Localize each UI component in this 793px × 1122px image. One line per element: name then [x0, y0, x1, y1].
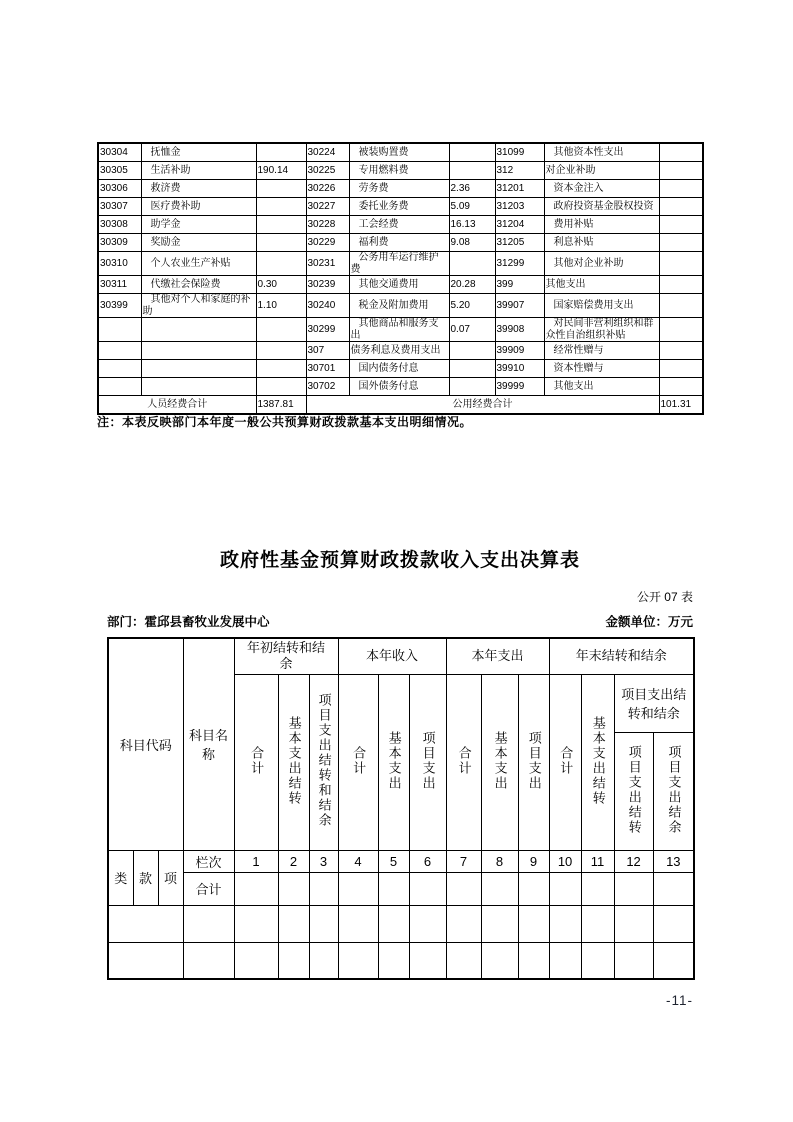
value-cell: 0.07: [449, 318, 495, 342]
value-cell: [659, 162, 703, 180]
group-year-expense: 本年支出: [446, 638, 549, 674]
table1-row: [98, 318, 703, 342]
table1-row: [98, 378, 703, 396]
lanci-number: 5: [378, 850, 409, 872]
code-cell: 30306: [98, 180, 141, 198]
name-cell: 劳务费: [349, 180, 449, 198]
name-cell: 福利费: [349, 234, 449, 252]
name-cell: 其他交通费用: [349, 276, 449, 294]
name-cell: [141, 342, 256, 360]
code-cell: 30308: [98, 216, 141, 234]
name-cell: 代缴社会保险费: [141, 276, 256, 294]
table2-meta-row: [107, 612, 693, 630]
data-cell: [614, 942, 653, 979]
code-cell: 39907: [495, 294, 544, 318]
name-cell: 资本性赠与: [544, 360, 659, 378]
table-number-label: 公开 07 表: [636, 590, 693, 604]
table1-row: [98, 143, 703, 162]
data-cell: [234, 942, 278, 979]
data-cell: [309, 872, 338, 905]
name-cell: 医疗费补助: [141, 198, 256, 216]
value-cell: [659, 378, 703, 396]
data-cell: [446, 905, 481, 942]
group-year-income: 本年收入: [338, 638, 446, 674]
public-funds-total-value: 101.31: [659, 396, 703, 415]
data-cell: [309, 942, 338, 979]
code-cell: 30239: [306, 276, 349, 294]
data-cell: [481, 942, 518, 979]
value-cell: [256, 378, 306, 396]
value-cell: [449, 162, 495, 180]
name-cell: 救济费: [141, 180, 256, 198]
table1-row: [98, 162, 703, 180]
page-number: -11-: [665, 993, 693, 1008]
lanci-number: 1: [234, 850, 278, 872]
code-cell: 30309: [98, 234, 141, 252]
value-cell: [659, 216, 703, 234]
table1-footer-row: [98, 396, 703, 415]
name-cell: [141, 378, 256, 396]
col-header-11: 基本支出结转: [581, 674, 614, 850]
code-cell: [98, 378, 141, 396]
value-cell: 5.20: [449, 294, 495, 318]
basic-expenditure-detail-table: [97, 142, 704, 415]
value-cell: [659, 294, 703, 318]
value-cell: [659, 318, 703, 342]
data-cell: [581, 905, 614, 942]
lanci-number: 6: [409, 850, 446, 872]
code-part-lei: 类: [108, 850, 133, 905]
name-cell: 被装购置费: [349, 143, 449, 162]
code-cell: 30305: [98, 162, 141, 180]
value-cell: 190.14: [256, 162, 306, 180]
code-cell: 30702: [306, 378, 349, 396]
personnel-total-label: 人员经费合计: [98, 396, 256, 415]
lanci-number: 2: [278, 850, 309, 872]
public-funds-total-label: 公用经费合计: [306, 396, 659, 415]
lanci-number: 10: [549, 850, 581, 872]
table1-row: [98, 198, 703, 216]
lanci-number: 8: [481, 850, 518, 872]
name-cell: 公务用车运行维护费: [349, 252, 449, 276]
value-cell: [659, 360, 703, 378]
name-cell: 国内债务付息: [349, 360, 449, 378]
data-cell: [481, 905, 518, 942]
value-cell: 2.36: [449, 180, 495, 198]
code-cell: 30311: [98, 276, 141, 294]
name-cell: 对企业补助: [544, 162, 659, 180]
code-cell: 30399: [98, 294, 141, 318]
row-label: [183, 942, 234, 979]
code-cell: 30307: [98, 198, 141, 216]
code-cell: 30310: [98, 252, 141, 276]
name-cell: 债务利息及费用支出: [349, 342, 449, 360]
name-cell: 经常性赠与: [544, 342, 659, 360]
col-header-3: 项目支出结转和结余: [309, 674, 338, 850]
name-cell: 奖励金: [141, 234, 256, 252]
data-cell: [278, 905, 309, 942]
code-cell: 30228: [306, 216, 349, 234]
subgroup-project-balance: 项目支出结转和结余: [614, 674, 694, 732]
data-cell: [278, 942, 309, 979]
subject-code-header: 科目代码: [108, 638, 183, 850]
data-cell: [309, 905, 338, 942]
empty-row: [108, 905, 694, 942]
data-cell: [481, 872, 518, 905]
code-part-xiang: 项: [158, 850, 183, 905]
col-header-8: 基本支出: [481, 674, 518, 850]
code-cell: 307: [306, 342, 349, 360]
col-header-2: 基本支出结转: [278, 674, 309, 850]
value-cell: [659, 342, 703, 360]
data-cell: [338, 872, 378, 905]
name-cell: 委托业务费: [349, 198, 449, 216]
data-cell: [234, 905, 278, 942]
group-header-row: [108, 638, 694, 674]
data-cell: [446, 942, 481, 979]
value-cell: 0.30: [256, 276, 306, 294]
data-cell: [614, 905, 653, 942]
data-cell: [409, 872, 446, 905]
name-cell: [141, 318, 256, 342]
name-cell: 国家赔偿费用支出: [544, 294, 659, 318]
value-cell: [449, 360, 495, 378]
name-cell: 专用燃料费: [349, 162, 449, 180]
code-cell: [108, 942, 183, 979]
data-cell: [518, 905, 549, 942]
table1-row: [98, 342, 703, 360]
code-cell: 31299: [495, 252, 544, 276]
lanci-label: 栏次: [183, 850, 234, 872]
value-cell: [659, 234, 703, 252]
lanci-number: 3: [309, 850, 338, 872]
value-cell: [449, 252, 495, 276]
value-cell: 16.13: [449, 216, 495, 234]
name-cell: 税金及附加费用: [349, 294, 449, 318]
value-cell: [256, 143, 306, 162]
name-cell: 对民间非营利组织和群众性自治组织补贴: [544, 318, 659, 342]
code-cell: 31099: [495, 143, 544, 162]
code-cell: [98, 360, 141, 378]
col-header-6: 项目支出: [409, 674, 446, 850]
total-row: [108, 872, 694, 905]
code-part-kuan: 款: [133, 850, 158, 905]
lanci-number: 12: [614, 850, 653, 872]
code-cell: 30299: [306, 318, 349, 342]
code-cell: 30225: [306, 162, 349, 180]
code-cell: [108, 905, 183, 942]
name-cell: 工会经费: [349, 216, 449, 234]
name-cell: 国外债务付息: [349, 378, 449, 396]
data-cell: [446, 872, 481, 905]
value-cell: [256, 180, 306, 198]
lanci-number: 13: [653, 850, 694, 872]
lanci-number: 9: [518, 850, 549, 872]
data-cell: [614, 872, 653, 905]
table1-row: [98, 234, 703, 252]
data-cell: [581, 872, 614, 905]
table1-row: [98, 180, 703, 198]
col-header-9: 项目支出: [518, 674, 549, 850]
name-cell: 个人农业生产补贴: [141, 252, 256, 276]
code-cell: 30304: [98, 143, 141, 162]
value-cell: [256, 198, 306, 216]
col-header-4: 合计: [338, 674, 378, 850]
name-cell: 抚恤金: [141, 143, 256, 162]
code-cell: [98, 318, 141, 342]
value-cell: [449, 143, 495, 162]
col-header-13: 项目支出结余: [653, 732, 694, 850]
data-cell: [518, 872, 549, 905]
col-header-5: 基本支出: [378, 674, 409, 850]
code-cell: 30229: [306, 234, 349, 252]
value-cell: 9.08: [449, 234, 495, 252]
data-cell: [409, 905, 446, 942]
fund-table-title: 政府性基金预算财政拨款收入支出决算表: [219, 550, 580, 571]
value-cell: [659, 180, 703, 198]
code-cell: 31203: [495, 198, 544, 216]
name-cell: 助学金: [141, 216, 256, 234]
lanci-row: [108, 850, 694, 872]
code-cell: 39910: [495, 360, 544, 378]
name-cell: 其他支出: [544, 378, 659, 396]
code-cell: 30226: [306, 180, 349, 198]
code-cell: 30701: [306, 360, 349, 378]
data-cell: [338, 905, 378, 942]
value-cell: 20.28: [449, 276, 495, 294]
data-cell: [653, 872, 694, 905]
value-cell: [256, 360, 306, 378]
lanci-number: 7: [446, 850, 481, 872]
table1-note: 注：本表反映部门本年度一般公共预算财政拨款基本支出明细情况。: [97, 415, 473, 429]
code-cell: 399: [495, 276, 544, 294]
value-cell: [659, 276, 703, 294]
row-label: 合计: [183, 872, 234, 905]
data-cell: [234, 872, 278, 905]
code-cell: 312: [495, 162, 544, 180]
col-header-10: 合计: [549, 674, 581, 850]
data-cell: [378, 905, 409, 942]
data-cell: [549, 872, 581, 905]
code-cell: 30231: [306, 252, 349, 276]
subject-name-header: 科目名称: [183, 638, 234, 850]
code-cell: 39909: [495, 342, 544, 360]
lanci-number: 11: [581, 850, 614, 872]
col-header-7: 合计: [446, 674, 481, 850]
name-cell: 其他对企业补助: [544, 252, 659, 276]
data-cell: [518, 942, 549, 979]
code-cell: 30224: [306, 143, 349, 162]
table1-row: [98, 276, 703, 294]
data-cell: [278, 872, 309, 905]
col-header-1: 合计: [234, 674, 278, 850]
name-cell: 其他支出: [544, 276, 659, 294]
row-label: [183, 905, 234, 942]
group-begin-balance: 年初结转和结余: [234, 638, 338, 674]
name-cell: 其他商品和服务支出: [349, 318, 449, 342]
code-cell: 30227: [306, 198, 349, 216]
table1-row: [98, 216, 703, 234]
value-cell: 5.09: [449, 198, 495, 216]
value-cell: [449, 378, 495, 396]
name-cell: 费用补贴: [544, 216, 659, 234]
data-cell: [653, 905, 694, 942]
data-cell: [581, 942, 614, 979]
value-cell: 1.10: [256, 294, 306, 318]
value-cell: [256, 216, 306, 234]
value-cell: [256, 234, 306, 252]
col-header-12: 项目支出结转: [614, 732, 653, 850]
code-cell: 39908: [495, 318, 544, 342]
value-cell: [256, 318, 306, 342]
name-cell: 其他资本性支出: [544, 143, 659, 162]
empty-row: [108, 942, 694, 979]
code-cell: 31205: [495, 234, 544, 252]
table1-row: [98, 252, 703, 276]
code-cell: 30240: [306, 294, 349, 318]
data-cell: [549, 905, 581, 942]
name-cell: 政府投资基金股权投资: [544, 198, 659, 216]
group-end-balance: 年末结转和结余: [549, 638, 694, 674]
table1-row: [98, 360, 703, 378]
value-cell: [659, 252, 703, 276]
table1-row: [98, 294, 703, 318]
code-cell: 31204: [495, 216, 544, 234]
data-cell: [378, 942, 409, 979]
name-cell: 资本金注入: [544, 180, 659, 198]
value-cell: [659, 143, 703, 162]
name-cell: 生活补助: [141, 162, 256, 180]
data-cell: [409, 942, 446, 979]
data-cell: [653, 942, 694, 979]
name-cell: [141, 360, 256, 378]
personnel-total-value: 1387.81: [256, 396, 306, 415]
unit-label: 金额单位：万元: [605, 615, 693, 629]
value-cell: [659, 198, 703, 216]
value-cell: [449, 342, 495, 360]
name-cell: 其他对个人和家庭的补助: [141, 294, 256, 318]
code-cell: [98, 342, 141, 360]
value-cell: [256, 252, 306, 276]
code-cell: 39999: [495, 378, 544, 396]
lanci-number: 4: [338, 850, 378, 872]
data-cell: [549, 942, 581, 979]
gov-fund-budget-table: [107, 637, 695, 980]
data-cell: [378, 872, 409, 905]
department-label: 部门：霍邱县畜牧业发展中心: [107, 615, 270, 629]
code-cell: 31201: [495, 180, 544, 198]
value-cell: [256, 342, 306, 360]
name-cell: 利息补贴: [544, 234, 659, 252]
data-cell: [338, 942, 378, 979]
